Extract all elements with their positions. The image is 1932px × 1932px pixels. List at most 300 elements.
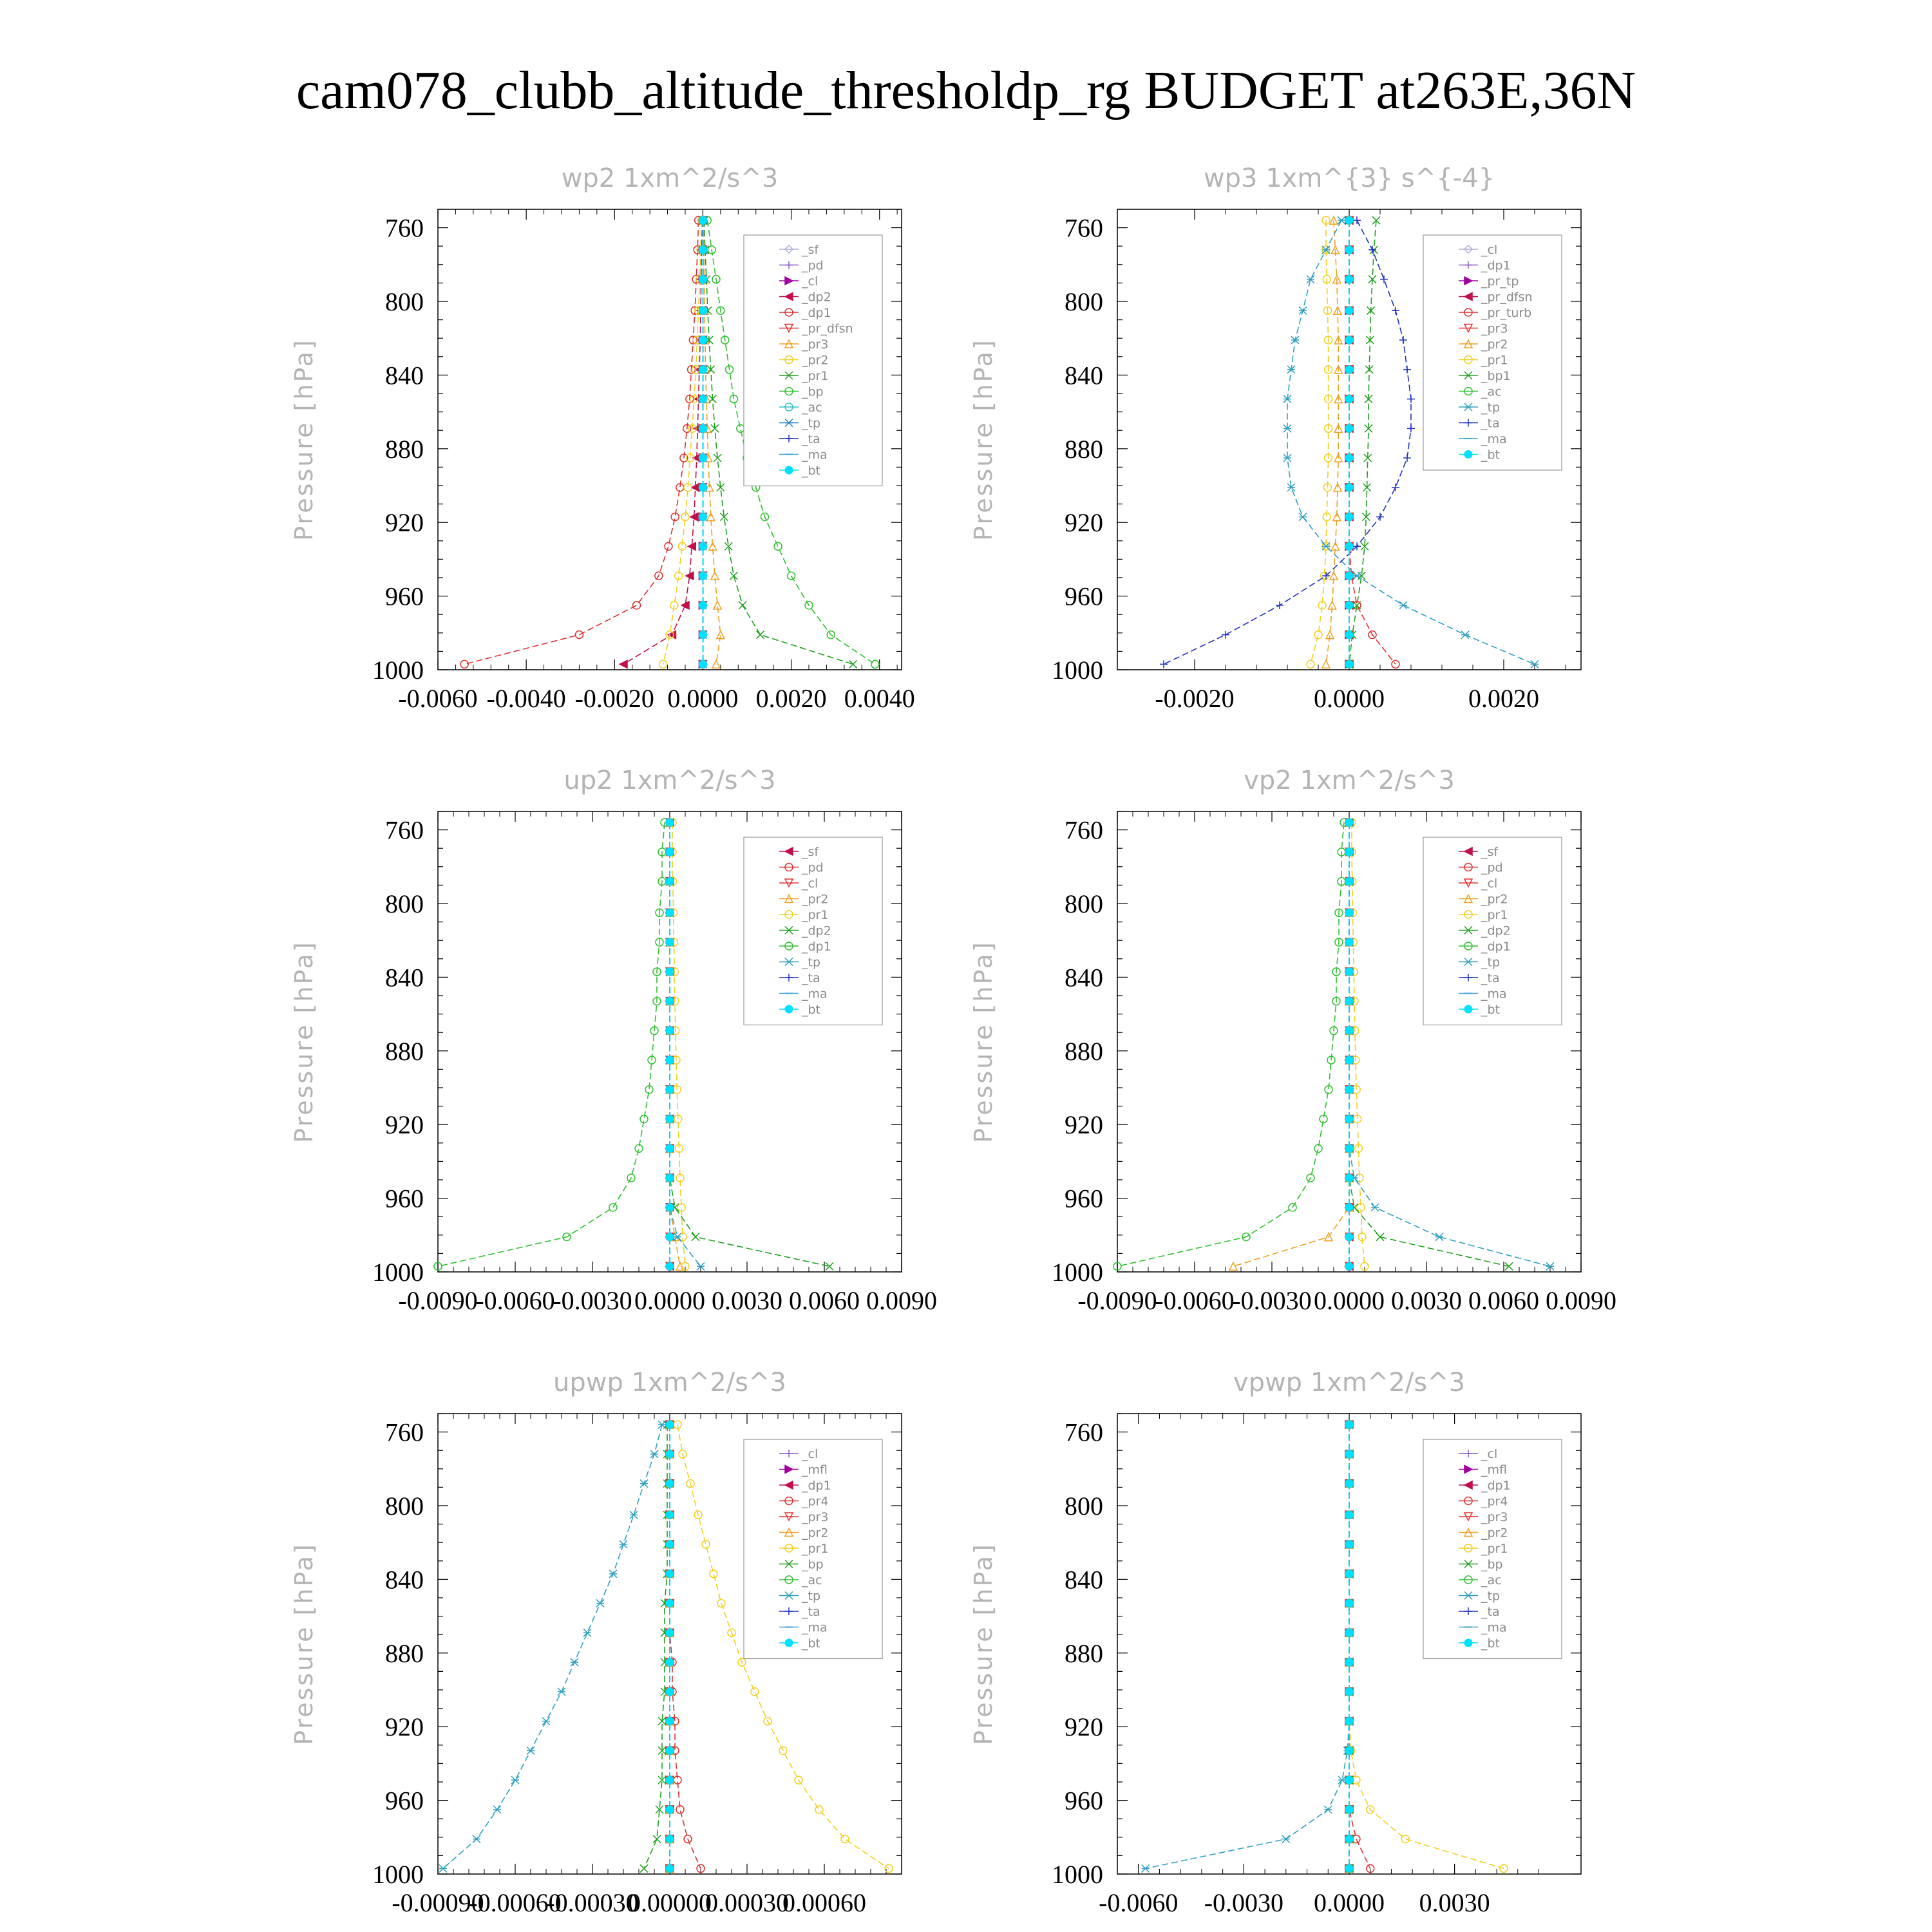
legend-label: _bp: [802, 1557, 824, 1572]
legend: [1423, 837, 1562, 1025]
series-line: [670, 1425, 701, 1868]
series-dp1: [434, 819, 668, 1270]
legend-label: _bp1: [1481, 369, 1511, 383]
series-point: [666, 1658, 674, 1666]
series-point: [1345, 1233, 1353, 1241]
series-point: [1345, 1115, 1353, 1123]
legend: [744, 235, 882, 486]
series-point: [1345, 424, 1353, 432]
y-tick-label: 880: [385, 1638, 424, 1668]
y-tick-label: 920: [1065, 1110, 1103, 1140]
x-tick-label: 0.0000: [1314, 684, 1385, 713]
series-point: [1299, 513, 1307, 521]
series-line: [672, 822, 685, 1266]
series-point: [1345, 909, 1353, 916]
series-point: [1392, 307, 1399, 314]
series-point: [1368, 246, 1376, 254]
legend-label: _dp1: [802, 940, 831, 954]
series-point: [1229, 1262, 1237, 1270]
legend-label: _pr1: [1481, 1542, 1508, 1556]
legend-label: _tp: [802, 1589, 821, 1604]
series-point: [826, 1262, 833, 1270]
legend-label: _pr2: [802, 353, 829, 368]
series-point: [1345, 276, 1353, 283]
series-point: [1345, 878, 1353, 886]
legend-label: _cl: [802, 274, 819, 289]
x-tick-label: -0.0090: [1077, 1286, 1157, 1315]
y-tick-label: 920: [385, 1110, 424, 1140]
x-tick-label: 0.00060: [782, 1888, 866, 1917]
series-line: [644, 1425, 667, 1868]
series-point: [699, 424, 706, 432]
series-point: [1345, 395, 1353, 403]
series-point: [630, 1511, 638, 1519]
series-point: [493, 1806, 501, 1814]
legend-label: _pr_turb: [1481, 306, 1532, 320]
legend-label: _bp: [802, 384, 824, 399]
series-point: [1345, 572, 1353, 580]
legend: [744, 1439, 882, 1659]
y-tick-label: 760: [385, 815, 424, 845]
series-point: [1371, 1204, 1379, 1211]
legend-label: _ma: [802, 987, 828, 1001]
panel-title: vpwp 1xm^2/s^3: [1233, 1368, 1466, 1397]
series-point: [1345, 1204, 1353, 1211]
series-point: [511, 1776, 519, 1784]
legend: [1423, 235, 1562, 470]
series-point: [1345, 631, 1353, 639]
y-tick-label: 800: [1065, 1492, 1103, 1520]
legend-label: _dp2: [802, 290, 831, 305]
series-point: [542, 1718, 550, 1725]
x-tick-label: 0.0000: [1314, 1888, 1385, 1917]
series-point: [692, 1233, 699, 1241]
series-point: [699, 336, 706, 344]
series-point: [1345, 1540, 1353, 1548]
series-point: [674, 1233, 681, 1241]
x-tick-label: -0.0030: [1204, 1888, 1284, 1917]
legend-label: _ma: [1481, 1620, 1507, 1635]
x-tick-label: 0.0020: [1468, 684, 1539, 713]
series-point: [666, 1835, 674, 1843]
y-tick-label: 1000: [372, 656, 424, 685]
series-point: [1345, 1262, 1353, 1270]
y-tick-label: 920: [1065, 1712, 1103, 1742]
series-line: [443, 1425, 662, 1868]
series-dp1: [1113, 819, 1348, 1270]
y-tick-label: 840: [1065, 361, 1103, 390]
series-point: [666, 878, 674, 886]
series-point: [1345, 1718, 1353, 1725]
series-point: [633, 601, 641, 609]
series-point: [666, 909, 674, 916]
y-tick-label: 840: [385, 1565, 424, 1595]
x-tick-label: 0.0030: [712, 1286, 782, 1315]
y-tick-label: 960: [1065, 582, 1103, 611]
x-tick-label: 0.0060: [789, 1286, 860, 1315]
series-line: [623, 220, 702, 664]
series-point: [1345, 1570, 1353, 1578]
series-point: [1345, 307, 1353, 314]
y-tick-label: 840: [385, 963, 424, 992]
series-point: [653, 1835, 661, 1843]
legend-swatch-marker: [785, 1005, 793, 1013]
series-point: [1345, 819, 1353, 826]
series-point: [1403, 454, 1411, 462]
legend-label: _pr_tp: [1481, 274, 1519, 289]
legend-label: _ac: [1481, 1573, 1502, 1587]
series-point: [666, 1511, 674, 1519]
y-tick-label: 960: [1065, 1184, 1103, 1213]
series-point: [666, 1174, 674, 1182]
series-point: [1345, 1835, 1353, 1843]
series-point: [1399, 336, 1407, 344]
series-point: [666, 1747, 674, 1754]
legend-label: _mfl: [802, 1463, 828, 1477]
y-tick-label: 920: [1065, 508, 1103, 538]
legend-label: _pr4: [802, 1494, 829, 1509]
series-pr4: [666, 1421, 705, 1872]
series-line: [1117, 822, 1344, 1266]
x-tick-label: -0.0060: [475, 1286, 555, 1315]
series-point: [460, 660, 468, 668]
legend: [1423, 1439, 1562, 1659]
series-point: [1345, 998, 1353, 1005]
y-tick-label: 960: [385, 1786, 424, 1815]
series-point: [1345, 1629, 1353, 1636]
legend-label: _bt: [802, 464, 821, 478]
series-point: [1345, 454, 1353, 462]
series-point: [666, 1027, 674, 1034]
series-point: [666, 1688, 674, 1696]
panel-up2: [290, 766, 937, 1315]
x-tick-label: -0.0060: [398, 684, 478, 713]
legend-label: _pr1: [802, 369, 829, 383]
legend-label: _pd: [1481, 860, 1503, 875]
series-point: [666, 1480, 674, 1488]
series-point: [1345, 513, 1353, 521]
series-point: [666, 1450, 674, 1458]
legend-label: _ac: [1481, 384, 1502, 399]
series-point: [666, 1204, 674, 1211]
series-point: [1353, 572, 1361, 580]
legend-label: _pr2: [802, 892, 829, 907]
series-point: [1345, 1174, 1353, 1182]
series-point: [473, 1835, 480, 1843]
legend-label: _pr2: [1481, 337, 1508, 352]
series-point: [1142, 1864, 1150, 1872]
panel-title: up2 1xm^2/s^3: [564, 766, 776, 795]
series-point: [666, 1233, 674, 1241]
y-tick-label: 840: [1065, 1565, 1103, 1595]
series-point: [1324, 1806, 1332, 1814]
y-axis-title: Pressure [hPa]: [290, 338, 318, 541]
series-point: [1345, 1776, 1353, 1784]
series-pr2: [1229, 819, 1353, 1270]
legend-label: _tp: [1481, 401, 1501, 415]
series-point: [558, 1688, 565, 1696]
panel-title: wp2 1xm^2/s^3: [561, 164, 779, 193]
panel-title: wp3 1xm^{3} s^{-4}: [1203, 164, 1495, 193]
series-line: [438, 822, 665, 1266]
x-tick-label: -0.0030: [553, 1286, 632, 1315]
y-axis-title: Pressure [hPa]: [290, 1542, 318, 1745]
legend-label: _dp2: [1481, 923, 1511, 938]
series-point: [699, 601, 706, 609]
x-tick-label: -0.00060: [469, 1888, 562, 1917]
series-tp: [439, 1421, 666, 1872]
y-tick-label: 760: [1065, 1417, 1103, 1447]
legend-label: _ma: [1481, 987, 1507, 1001]
series-point: [1461, 631, 1469, 639]
legend-label: _ac: [802, 401, 822, 415]
x-tick-label: -0.0090: [398, 1286, 478, 1315]
series-line: [670, 822, 701, 1266]
legend-label: _ma: [1481, 432, 1507, 446]
series-point: [666, 1864, 674, 1872]
legend-label: _dp1: [1481, 1479, 1511, 1493]
series-point: [666, 1262, 674, 1270]
series-bt: [1345, 216, 1353, 668]
legend-label: _cl: [1481, 1447, 1498, 1461]
legend-label: _ac: [802, 1573, 822, 1587]
x-tick-label: -0.00090: [392, 1888, 484, 1917]
series-point: [1345, 484, 1353, 491]
legend-label: _ta: [802, 1605, 820, 1619]
series-point: [1276, 601, 1283, 609]
series-point: [1345, 1056, 1353, 1064]
series-pr1: [668, 819, 689, 1270]
series-bt: [1345, 1421, 1353, 1872]
series-line: [1349, 220, 1396, 664]
series-point: [739, 601, 746, 609]
series-point: [730, 572, 737, 580]
series-point: [1345, 1688, 1353, 1696]
y-tick-label: 960: [1065, 1786, 1103, 1815]
series-point: [666, 1806, 674, 1814]
series-point: [1282, 1835, 1290, 1843]
x-tick-label: 0.0090: [1546, 1286, 1616, 1315]
y-tick-label: 880: [385, 1036, 424, 1066]
y-tick-label: 760: [385, 1417, 424, 1447]
series-point: [1160, 660, 1168, 668]
series-point: [1407, 395, 1415, 403]
legend-label: _dp1: [1481, 258, 1511, 273]
legend-swatch-marker: [785, 1639, 793, 1647]
x-tick-label: 0.0020: [755, 684, 827, 713]
panel-title: vp2 1xm^2/s^3: [1244, 766, 1455, 795]
panel-wp3: [969, 164, 1581, 713]
series-point: [699, 660, 706, 668]
series-bp1: [1345, 216, 1380, 668]
series-point: [699, 454, 706, 462]
series-point: [640, 1864, 648, 1872]
legend-label: _cl: [802, 1447, 819, 1461]
panel-vp2: [969, 766, 1616, 1315]
y-tick-label: 800: [1065, 287, 1103, 316]
legend-label: _pr2: [1481, 1526, 1508, 1540]
series-line: [1233, 822, 1349, 1266]
x-tick-label: 0.00030: [705, 1888, 789, 1917]
legend-label: _pr4: [1481, 1494, 1508, 1509]
series-point: [666, 1115, 674, 1123]
series-point: [1345, 1480, 1353, 1488]
series-point: [1314, 631, 1322, 639]
series-line: [464, 220, 698, 664]
legend-label: _pr_dfsn: [1481, 290, 1533, 305]
series-point: [699, 513, 706, 521]
series-point: [666, 1718, 674, 1725]
legend-label: _pd: [802, 258, 824, 273]
series-point: [1403, 366, 1411, 374]
series-point: [666, 1056, 674, 1064]
series-point: [1345, 1421, 1353, 1428]
series-point: [841, 1835, 849, 1843]
legend-label: _mfl: [1481, 1463, 1507, 1477]
y-tick-label: 1000: [372, 1258, 424, 1287]
legend-swatch-marker: [1464, 1639, 1472, 1647]
x-tick-label: -0.0060: [1155, 1286, 1235, 1315]
legend-label: _ta: [1481, 971, 1500, 985]
legend-label: _pr3: [1481, 321, 1508, 336]
series-point: [1401, 1835, 1409, 1843]
series-point: [757, 631, 764, 639]
y-tick-label: 840: [385, 361, 424, 390]
legend-label: _ta: [802, 432, 820, 446]
series-point: [699, 395, 706, 403]
series-point: [1338, 216, 1345, 224]
series-point: [751, 1688, 759, 1696]
series-pr1: [1348, 819, 1368, 1270]
series-point: [1345, 366, 1353, 374]
legend-label: _ma: [802, 1620, 828, 1635]
series-point: [1345, 968, 1353, 976]
series-point: [666, 1086, 674, 1094]
x-tick-label: 0.0060: [1468, 1286, 1539, 1315]
series-line: [1311, 220, 1329, 664]
legend-label: _pr1: [1481, 353, 1508, 368]
legend-label: _sf: [1481, 845, 1499, 859]
y-axis-title: Pressure [hPa]: [969, 338, 998, 541]
series-line: [1146, 1425, 1349, 1868]
series-point: [666, 1540, 674, 1548]
legend-label: _pd: [802, 860, 824, 875]
series-point: [666, 819, 674, 826]
y-tick-label: 920: [385, 1712, 424, 1742]
panel-upwp: [290, 1368, 902, 1917]
series-point: [1345, 1511, 1353, 1519]
series-tp: [1142, 1421, 1353, 1872]
x-tick-label: -0.0020: [1155, 684, 1235, 713]
series-point: [1307, 276, 1314, 283]
series-point: [699, 216, 706, 224]
series-point: [699, 572, 706, 580]
series-tp: [666, 819, 705, 1270]
series-point: [699, 246, 706, 254]
x-tick-label: -0.0060: [1099, 1888, 1179, 1917]
legend-label: _bp: [1481, 1557, 1503, 1572]
series-point: [1505, 1262, 1513, 1270]
series-point: [1376, 513, 1384, 521]
y-axis-title: Pressure [hPa]: [969, 940, 998, 1143]
x-tick-label: 0.0090: [866, 1286, 937, 1315]
y-axis-title: Pressure [hPa]: [969, 1542, 998, 1745]
y-tick-label: 1000: [1052, 1860, 1103, 1889]
series-point: [1345, 1658, 1353, 1666]
legend-label: _cl: [1481, 876, 1498, 891]
y-tick-label: 800: [385, 889, 424, 918]
series-point: [1345, 1806, 1353, 1814]
series-point: [571, 1658, 578, 1666]
series-point: [699, 366, 706, 374]
series-point: [1435, 1233, 1443, 1241]
legend-label: _tp: [1481, 955, 1501, 970]
y-tick-label: 760: [1065, 815, 1103, 845]
series-point: [1345, 1144, 1353, 1152]
y-axis-title: Pressure [hPa]: [290, 940, 318, 1143]
series-point: [609, 1570, 617, 1578]
y-tick-label: 880: [1065, 1036, 1103, 1066]
legend-label: _dp1: [1481, 940, 1511, 954]
series-point: [1345, 1600, 1353, 1607]
series-point: [699, 631, 706, 639]
legend-label: _sf: [802, 243, 819, 257]
y-tick-label: 1000: [1052, 1258, 1103, 1287]
series-point: [658, 1421, 666, 1428]
series-point: [1407, 424, 1415, 432]
series-point: [702, 1540, 710, 1548]
series-point: [666, 1600, 674, 1607]
series-point: [620, 1540, 627, 1548]
series-dp1: [460, 216, 702, 668]
series-point: [666, 938, 674, 946]
legend: [744, 837, 882, 1025]
legend-label: _pr1: [1481, 908, 1508, 922]
panel-vpwp: [969, 1368, 1581, 1917]
y-tick-label: 960: [385, 582, 424, 611]
y-tick-label: 960: [385, 1184, 424, 1213]
series-point: [849, 660, 857, 668]
series-point: [1345, 1086, 1353, 1094]
legend-label: _bt: [1481, 1636, 1501, 1651]
series-point: [1345, 216, 1353, 224]
series-point: [699, 542, 706, 550]
series-point: [650, 1450, 658, 1458]
x-tick-label: -0.00030: [546, 1888, 639, 1917]
series-line: [663, 220, 702, 664]
x-tick-label: 0.0000: [634, 1286, 705, 1315]
series-point: [666, 1144, 674, 1152]
y-tick-label: 880: [1065, 1638, 1103, 1668]
series-point: [666, 1776, 674, 1784]
legend-swatch-marker: [1464, 1005, 1472, 1013]
x-tick-label: 0.00000: [628, 1888, 712, 1917]
legend-label: _dp1: [802, 1479, 831, 1493]
legend-label: _cl: [1481, 243, 1498, 257]
series-point: [1345, 1864, 1353, 1872]
series-point: [583, 1629, 591, 1636]
legend-label: _dp2: [802, 923, 831, 938]
y-tick-label: 1000: [1052, 656, 1103, 685]
series-bp: [640, 1421, 671, 1872]
y-tick-label: 800: [385, 1492, 424, 1520]
series-point: [1345, 1450, 1353, 1458]
figure-title: cam078_clubb_altitude_thresholdp_rg BUDGET at263E,36N: [296, 61, 1636, 120]
legend-label: _ta: [1481, 1605, 1500, 1619]
series-line: [1326, 220, 1338, 664]
series-pr2: [1322, 216, 1342, 668]
series-point: [665, 542, 672, 550]
